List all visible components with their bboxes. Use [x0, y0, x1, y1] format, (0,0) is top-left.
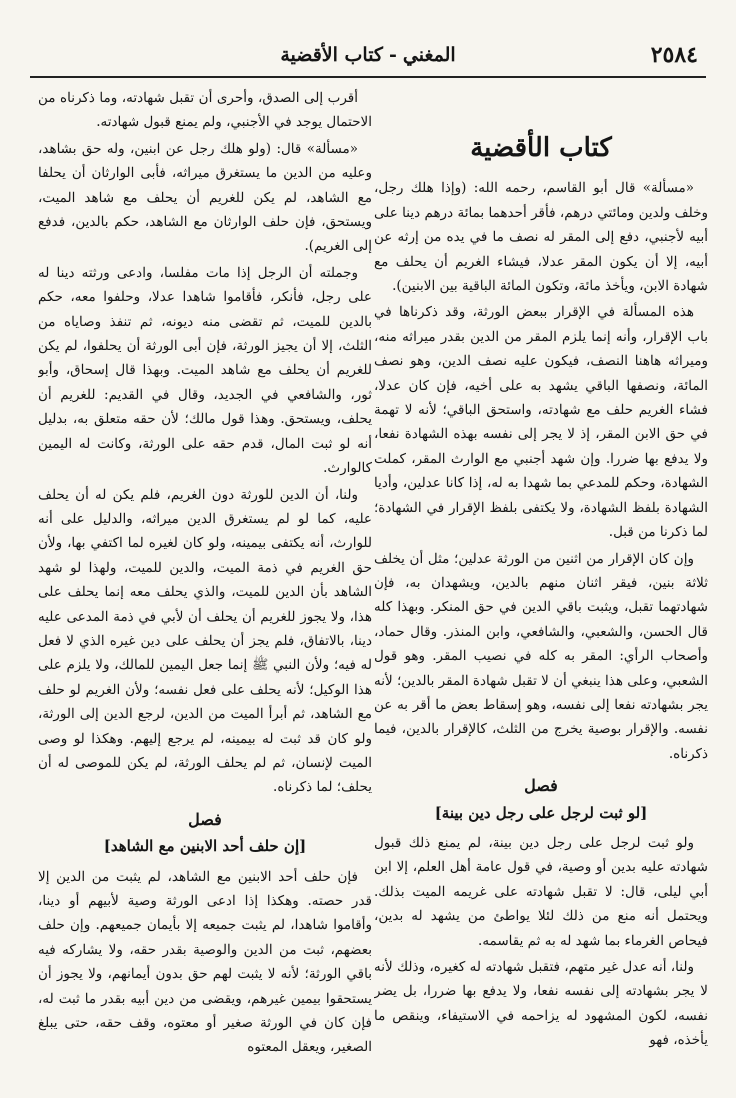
book-title: كتاب الأقضية: [470, 133, 612, 163]
paragraph: أقرب إلى الصدق، وأحرى أن تقبل شهادته، وما ذكرناه من الاحتمال يوجد في الأجنبي، ولم يمنع قبول شهادته.: [38, 90, 372, 131]
running-title: [30, 44, 706, 66]
page-number: ٢٥٨٤: [650, 42, 698, 68]
section-heading: فصل: [188, 809, 222, 829]
paragraph: ولنا، أنه عدل غير متهم، فتقبل شهادته له كغيره، وذلك لأنه لا يجر بشهادته إلى نفسه نفعا، ولا يدفع بها ضررا، بل يضر نفسه، لكون المشهود له يزاحمه في الاستيفاء، وينقص ما يأخذه، فهو: [374, 959, 708, 1049]
right-column: [374, 86, 708, 1078]
paragraph: وإن كان الإقرار من اثنين من الورثة عدلين؛ مثل أن يخلف ثلاثة بنين، فيقر اثنان منهم بالدين، ويشهدان به، فإن شهادتهما تقبل، ويثبت باقي الدين في حق المنكر. وبهذا كله قال الحسن، والشعبي، والشافعي، وابن المنذر. وقال حماد، وأصحاب الرأي: المقر به كله في نصيب المقر. وهو قول الشعبي، وعلى هذا ينبغي أن لا تقبل شهادة المقر بالدين؛ لأنه يجر بشهادته نفعا إلى نفسه، وهو إسقاط بعض ما أقر به عن نفسه. والإقرار بوصية يخرج من الثلث، كالإقرار بالدين، فيما ذكرناه.: [374, 550, 708, 762]
running-title-book: المغني: [402, 44, 456, 66]
left-column: [38, 86, 372, 1078]
section-subheading: [لو ثبت لرجل على رجل دين بينة]: [434, 803, 648, 822]
paragraph: هذه المسألة في الإقرار ببعض الورثة، وقد ذكرناها في باب الإقرار، وأنه إنما يلزم المقر من الدين بقدر ميراثه منه، وميراثه هاهنا النصف، فيكون عليه نصف الدين، وهو نصف المائة، ونصفها الباقي يشهد به على أخيه، فإن كان عدلا، فشاء الغريم حلف مع شهادته، واستحق الباقي؛ لأنه لا تهمة في حق الابن المقر، إذ لا يجر إلى نفسه بهذه الشهادة نفعا، ولا يدفع بها ضررا. وإن شهد أجنبي مع الوارث المقر، كملت الشهادة، وحكم للمدعي بما شهدا به له، إذا كانا عدلين، وأديا الشهادة بلفظ الشهادة، ولا يكتفى بلفظ الإقرار في الشهادة؛ لما ذكرنا من قبل.: [374, 304, 708, 541]
paragraph: ولنا، أن الدين للورثة دون الغريم، فلم يكن له أن يحلف عليه، كما لو لم يستغرق الدين ميراثه، والدليل على أنه للوارث، أنه يكتفى بيمينه، ولو كان لغيره لما اكتفي بها، ولأن حق الغريم في ذمة الميت، والدين للميت، ولهذا لو شهد الشاهد بأن الدين للميت، والذي يحلف معه إنما يحلف على هذا، ولا يجوز للغريم أن يحلف أن لأبي في ذمة المدعى عليه دينا، بالاتفاق، فلم يجز أن يحلف على دين غيره الذي لا فعل له فيه؛ ولأن النبي ﷺ إنما جعل اليمين للمالك، ولا يلزم على هذا الوكيل؛ لأنه يحلف على فعل نفسه؛ ولأن الغريم لو حلف مع الشاهد، ثم أبرأ الميت من الدين، لرجع الدين إلى الورثة، ولو كان قد ثبت له بيمينه، لم يرجع إليهم. وهكذا لو وصى الميت لإنسان، ثم لم يحلف الورثة، لم يكن للموصى له أن يحلف؛ لما ذكرناه.: [38, 486, 372, 796]
paragraph: وجملته أن الرجل إذا مات مفلسا، وادعى ورثته دينا له على رجل، فأنكر، فأقاموا شاهدا عدلا، وحلفوا معه، حكم بالدين للميت، ثم تقضى منه ديونه، ثم تنفذ وصاياه من الثلث، إلا أن يجيز الورثة، فإن أبى الورثة أن يحلفوا، لم يكن للغريم أن يحلف مع شاهد الميت. وبهذا قال إسحاق، وأبو ثور، والشافعي في الجديد، وقال في القديم: للغريم أن يحلف، ويستحق. وهذا قول مالك؛ لأن حقه متعلق به، بدليل أنه لو ثبت المال، قدم حقه على الورثة، وكانت له اليمين كالوارث.: [38, 264, 372, 477]
section-heading: فصل: [524, 776, 558, 796]
running-title-chapter: كتاب الأقضية: [280, 44, 383, 66]
section-subheading: [إن حلف أحد الابنين مع الشاهد]: [103, 837, 307, 856]
paragraph: «مسألة» قال أبو القاسم، رحمه الله: (وإذا هلك رجل، وخلف ولدين ومائتي درهم، فأقر أحدهما بمائة درهم دينا على أبيه لأجنبي، دفع إلى المقر له نصف ما في يده من إرثه عن أبيه، إلا أن يكون المقر عدلا، فيشاء الغريم أن يحلف مع شهادة الابن، ويأخذ مائة، وتكون المائة الباقية بين الابنين).: [374, 180, 708, 295]
paragraph: فإن حلف أحد الابنين مع الشاهد، لم يثبت من الدين إلا قدر حصته. وهكذا إذا ادعى الورثة وصية لأبيهم أو دينا، وأقاموا شاهدا، لم يثبت جميعه إلا بأيمان جميعهم. وإن حلف بعضهم، ثبت من الدين والوصية بقدر حقه، ولا يشاركه فيه باقي الورثة؛ لأنه لا يثبت لهم حق بدون أيمانهم، ولا يجوز أن يستحقوا بيمين غيرهم، ويقضى من دين أبيه بقدر ما ثبت له، فإن كان في الورثة صغير أو معتوه، وقف حقه، حتى يبلغ الصغير، ويعقل المعتوه: [38, 868, 372, 1056]
paragraph: ولو ثبت لرجل على رجل دين بينة، لم يمنع ذلك قبول شهادته عليه بدين أو وصية، في قول عامة أهل العلم، إلا ابن أبي ليلى، قال: لا تقبل شهادته على غريمه الميت بذلك. ويحتمل أنه منع من ذلك لئلا يواطئ من يشهد له بدين، فيحاص الغرماء بما شهد له به ثم يقاسمه.: [374, 834, 708, 949]
page-header: [30, 38, 706, 78]
running-title-separator: -: [388, 44, 397, 66]
paragraph: «مسألة» قال: (ولو هلك رجل عن ابنين، وله حق بشاهد، وعليه من الدين ما يستغرق ميراثه، فأبى الوارثان أن يحلفا مع الشاهد، لم يكن للغريم أن يحلف مع شاهد الميت، ويستحق، فإن حلف الوارثان مع الشاهد، حكم بالدين، فدفع إلى الغريم).: [38, 140, 372, 255]
